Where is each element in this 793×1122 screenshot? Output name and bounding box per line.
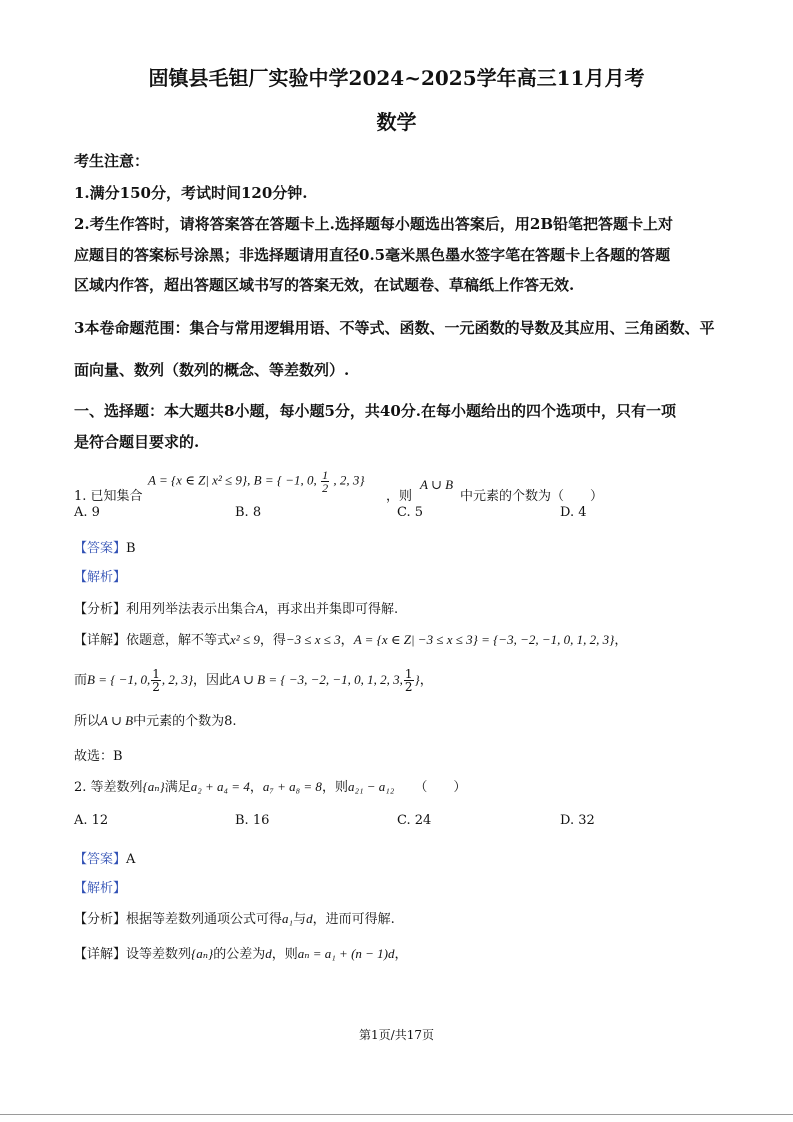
detail-tag: 【详解】 (74, 947, 127, 962)
question-1-fraction-numerator: 1 (322, 468, 329, 482)
page-bottom-divider (0, 1114, 793, 1115)
detail-range: −3 ≤ x ≤ 3 (285, 632, 341, 647)
question-2-detail-line-1 (74, 943, 408, 962)
notice-item-2-line-1: 2.考生作答时，请将答案答在答题卡上.选择题每小题选出答案后，用2B铅笔把答题卡上对 (74, 215, 674, 233)
question-1-option-c: C. 5 (397, 505, 424, 520)
question-2-text: 满足 (164, 780, 191, 795)
question-2-target: a₂₁ − a₁₂ (347, 779, 395, 794)
detail-text: 中元素的个数为8. (133, 714, 237, 729)
detail-comma: ， (394, 947, 408, 962)
detail-set-b-tail: , 2, 3} (161, 672, 194, 687)
notice-item-3-line-2: 面向量、数列（数列的概念、等差数列）. (74, 361, 350, 379)
question-1-set-definition: A = {x ∈ Z| x² ≤ 9}, B = { −1, 0, (148, 472, 317, 488)
question-1-detail-line-1 (74, 629, 627, 648)
question-1-prefix: 1. 已知集合 (74, 489, 143, 504)
question-2-fenxi (74, 908, 395, 927)
detail-text: ，因此 (193, 673, 233, 688)
fenxi-text: 利用列举法表示出集合 (126, 602, 257, 617)
detail-comma: ， (340, 633, 354, 648)
fenxi-variable-d: d (306, 911, 313, 926)
detail-text: 依题意，解不等式 (126, 633, 231, 648)
detail-fraction-numerator: 1 (152, 667, 160, 681)
detail-variable-d: d (265, 946, 272, 961)
notice-item-2-line-2: 应题目的答案标号涂黑；非选择题请用直径0.5毫米黑色墨水签字笔在答题卡上各题的答题 (74, 246, 671, 264)
detail-set-b: B = { −1, 0, (87, 672, 151, 687)
fenxi-tag: 【分析】 (74, 912, 127, 927)
section-1-instruction-line-2: 是符合题目要求的. (74, 433, 200, 451)
section-1-instruction-line-1: 一、选择题：本大题共8小题，每小题5分，共40分.在每小题给出的四个选项中，只有一项 (74, 402, 676, 420)
detail-fraction-denominator: 2 (152, 680, 160, 694)
detail-text: 所以 (74, 714, 101, 729)
answer-value: A (126, 852, 136, 867)
question-1-detail-line-3 (74, 710, 236, 729)
detail-inequality: x² ≤ 9 (230, 632, 260, 647)
notice-heading: 考生注意： (74, 152, 150, 170)
answer-tag: 【答案】 (74, 541, 127, 556)
detail-text: 设等差数列 (126, 947, 192, 962)
detail-comma: ， (614, 633, 628, 648)
detail-union-set: A ∪ B = { −3, −2, −1, 0, 1, 2, 3, (232, 672, 403, 687)
question-1-analysis-tag: 【解析】 (74, 570, 127, 585)
detail-fraction-numerator: 1 (404, 667, 413, 681)
question-2-option-c: C. 24 (397, 813, 432, 828)
fenxi-text-end: ，进而可得解. (312, 912, 395, 927)
question-1-option-b: B. 8 (235, 505, 262, 520)
answer-tag: 【答案】 (74, 852, 127, 867)
page-footer: 第1页/共17页 (359, 1028, 434, 1042)
question-1-fraction (321, 469, 329, 494)
question-2-analysis-tag: 【解析】 (74, 881, 127, 896)
fenxi-variable-a1: a₁ (282, 911, 294, 926)
detail-text: ，得 (259, 633, 286, 648)
question-2-text: ，则 (321, 780, 348, 795)
question-1-answer (74, 537, 136, 556)
question-1-fenxi (74, 598, 398, 617)
detail-fraction (151, 668, 161, 693)
fenxi-text: 根据等差数列通项公式可得 (126, 912, 283, 927)
question-2-condition-2: a₇ + a₈ = 8 (262, 779, 322, 794)
fenxi-text-end: ，再求出并集即可得解. (263, 602, 399, 617)
question-2-comma: ， (249, 780, 263, 795)
detail-comma: ， (419, 673, 433, 688)
answer-value: B (126, 541, 136, 556)
question-1-conclusion: 故选：B (74, 749, 123, 764)
question-1-then: ，则 (386, 489, 413, 504)
detail-set-a: A = {x ∈ Z| −3 ≤ x ≤ 3} = {−3, −2, −1, 0, 1, 2, 3} (353, 632, 615, 647)
question-1-option-d: D. 4 (560, 505, 587, 520)
detail-text: ，则 (271, 947, 298, 962)
question-2-stem (74, 776, 466, 795)
question-1-set-tail: , 2, 3} (333, 472, 365, 488)
notice-item-3-line-1: 3本卷命题范围：集合与常用逻辑用语、不等式、函数、一元函数的导数及其应用、三角函数、平 (74, 319, 715, 337)
detail-text: 而 (74, 673, 88, 688)
notice-item-2-line-3: 区域内作答，超出答题区域书写的答案无效，在试题卷、草稿纸上作答无效. (74, 276, 575, 294)
question-1-union: A ∪ B (420, 477, 454, 492)
question-1-sets (148, 469, 365, 494)
fenxi-variable: A (256, 601, 264, 616)
question-1-option-a: A. 9 (74, 505, 100, 520)
question-2-paren: （ ） (414, 780, 467, 795)
question-2-sequence: {aₙ} (142, 779, 165, 794)
question-2-answer (74, 848, 135, 867)
question-2-option-d: D. 32 (560, 813, 595, 828)
question-2-option-b: B. 16 (235, 813, 270, 828)
detail-union: A ∪ B (100, 713, 134, 728)
question-1-suffix: 中元素的个数为（ ） (460, 489, 604, 504)
detail-text: 的公差为 (213, 947, 266, 962)
detail-sequence: {aₙ} (191, 946, 214, 961)
question-2-condition-1: a₂ + a₄ = 4 (190, 779, 250, 794)
notice-item-1: 1.满分150分，考试时间120分钟. (74, 184, 308, 202)
question-1-detail-line-2 (74, 668, 433, 693)
detail-union-close: } (414, 672, 420, 687)
detail-fraction-denominator: 2 (404, 680, 413, 694)
question-2-prefix: 2. 等差数列 (74, 780, 143, 795)
exam-title: 固镇县毛钽厂实验中学2024~2025学年高三11月月考 (148, 66, 645, 90)
fenxi-tag: 【分析】 (74, 602, 127, 617)
fenxi-text: 与 (293, 912, 307, 927)
question-2-option-a: A. 12 (74, 813, 109, 828)
question-1-fraction-denominator: 2 (322, 481, 329, 495)
detail-formula: aₙ = a₁ + (n − 1)d (297, 946, 395, 961)
detail-tag: 【详解】 (74, 633, 127, 648)
detail-fraction-2 (404, 668, 414, 693)
exam-subject: 数学 (376, 110, 417, 134)
